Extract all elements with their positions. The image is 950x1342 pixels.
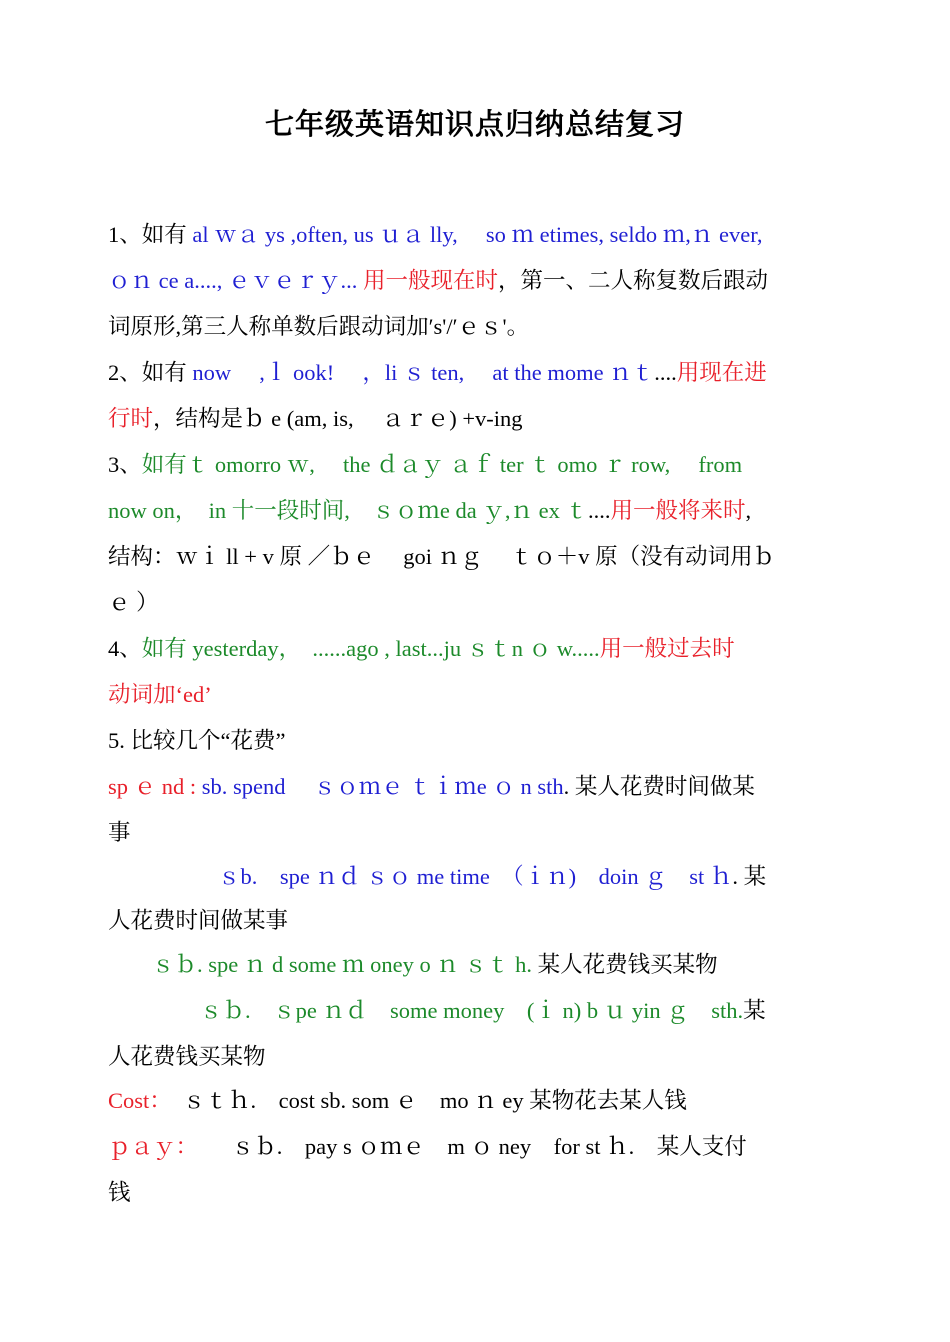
item1-line1 bbox=[108, 220, 762, 250]
item2-line2 bbox=[108, 404, 523, 434]
item2-dots: .... bbox=[654, 360, 677, 385]
spend-meaning3: 某人花费钱买某物 bbox=[531, 952, 718, 977]
spend-pattern2: ｓb. spe ｎｄ ｓｏ me time （ｉｎ) doin ｇ st ｈ bbox=[218, 864, 733, 889]
item4-number: 4、 bbox=[108, 636, 142, 661]
item3-signals-cont: now on， in 十一段时间, ｓｏｍe da ｙ,ｎ ex ｔ bbox=[108, 498, 588, 523]
cost-line bbox=[108, 1086, 687, 1116]
item3-line4 bbox=[108, 588, 159, 618]
item3-structure-cont: ｅ ） bbox=[108, 590, 159, 615]
item3-number: 3、 bbox=[108, 452, 142, 477]
item2-tense: 用现在进 bbox=[676, 360, 767, 385]
item2-number: 2、如有 bbox=[108, 360, 193, 385]
spend-line3 bbox=[152, 950, 718, 980]
item1-line3 bbox=[108, 312, 529, 342]
item3-dots: .... bbox=[587, 498, 611, 523]
spend-meaning1-cont: 事 bbox=[108, 820, 131, 845]
spend-meaning1: . 某人花费时间做某 bbox=[563, 774, 755, 799]
item1-adverbs: al ｗａ ys ,often, us ｕａ lly, so ｍ etimes, seldo ｍ,ｎ ever, bbox=[192, 222, 763, 247]
spend-meaning2-cont: 人花费时间做某事 bbox=[108, 908, 289, 933]
item5-heading: 5. 比较几个“花费” bbox=[108, 728, 286, 753]
spend-line4 bbox=[200, 996, 766, 1026]
item4-line2 bbox=[108, 680, 212, 710]
spend-meaning4: 某 bbox=[743, 998, 766, 1023]
spend-meaning2: . 某 bbox=[732, 864, 767, 889]
spend-pattern3: ｓｂ. spe ｎ d some ｍ oney o ｎ ｓｔ h. bbox=[152, 952, 532, 977]
item3-line3 bbox=[108, 542, 775, 572]
cost-pattern: ｓｔｈ. cost sb. som ｅ mo ｎ ey 某物花去某人钱 bbox=[160, 1088, 687, 1113]
pay-line-cont bbox=[108, 1178, 131, 1208]
item4-line1 bbox=[108, 634, 735, 664]
spend-line1 bbox=[108, 772, 755, 802]
item2-signals: now ,ｌ ook! ，li ｓ ten, at the mome ｎｔ bbox=[192, 360, 655, 385]
item3-signals: 如有ｔ omorro ｗ, the ｄａｙ ａｆ ter ｔ omo ｒ row, from bbox=[141, 452, 743, 477]
item4-signals: 如有 yesterday， ......ago , last...ju ｓｔn ｏ w..... bbox=[141, 636, 600, 661]
spend-pattern1: sb. spend ｓｏｍｅ ｔｉｍe ｏ n sth bbox=[201, 774, 564, 799]
item3-structure: 结构：ｗｉ ll + v 原 ／ｂｅ goi ｎｇ ｔｏ＋v 原（没有动词用ｂ bbox=[108, 544, 776, 569]
item3-comma: , bbox=[745, 498, 752, 523]
item1-number: 1、如有 bbox=[108, 222, 193, 247]
spend-line4-cont bbox=[108, 1042, 266, 1072]
pay-label: ｐａｙ： bbox=[108, 1134, 187, 1159]
page-title: 七年级英语知识点归纳总结复习 bbox=[264, 109, 685, 141]
item3-tense: 用一般将来时 bbox=[610, 498, 746, 523]
spend-pattern4: ｓｂ. ｓpe ｎｄ some money (ｉ n) b ｕ yin ｇ sth. bbox=[200, 998, 744, 1023]
item2-structure: ，结构是ｂ e (am, is, ａｒｅ) +v-ing bbox=[153, 406, 523, 431]
spend-line2 bbox=[218, 862, 766, 892]
pay-meaning-cont: 钱 bbox=[108, 1180, 131, 1205]
item2-tense-cont: 行时 bbox=[108, 406, 154, 431]
spend-line1-cont bbox=[108, 818, 131, 848]
pay-pattern: ｓｂ. pay s ｏｍｅ m ｏ ney for st ｈ. 某人支付 bbox=[186, 1134, 747, 1159]
spend-label: sp ｅ nd : bbox=[108, 774, 202, 799]
item1-tense: 用一般现在时 bbox=[357, 268, 498, 293]
spend-line2-cont bbox=[108, 906, 288, 936]
cost-label: Cost： bbox=[108, 1088, 161, 1113]
item4-rule: 动词加‘ed’ bbox=[108, 682, 212, 707]
item3-line2 bbox=[108, 496, 751, 526]
item2-line1 bbox=[108, 358, 767, 388]
item1-rule-cont: 词原形,第三人称单数后跟动词加′s'/′ｅｓ'。 bbox=[108, 314, 530, 339]
item3-line1 bbox=[108, 450, 742, 480]
item4-tense: 用一般过去时 bbox=[599, 636, 735, 661]
pay-line bbox=[108, 1132, 747, 1162]
item1-adverbs-cont: ｏｎ ce a...., ｅｖｅｒｙ... bbox=[108, 268, 358, 293]
item1-rule: ，第一、二人称复数后跟动 bbox=[497, 268, 768, 293]
item1-line2 bbox=[108, 266, 768, 296]
spend-meaning4-cont: 人花费钱买某物 bbox=[108, 1044, 266, 1069]
